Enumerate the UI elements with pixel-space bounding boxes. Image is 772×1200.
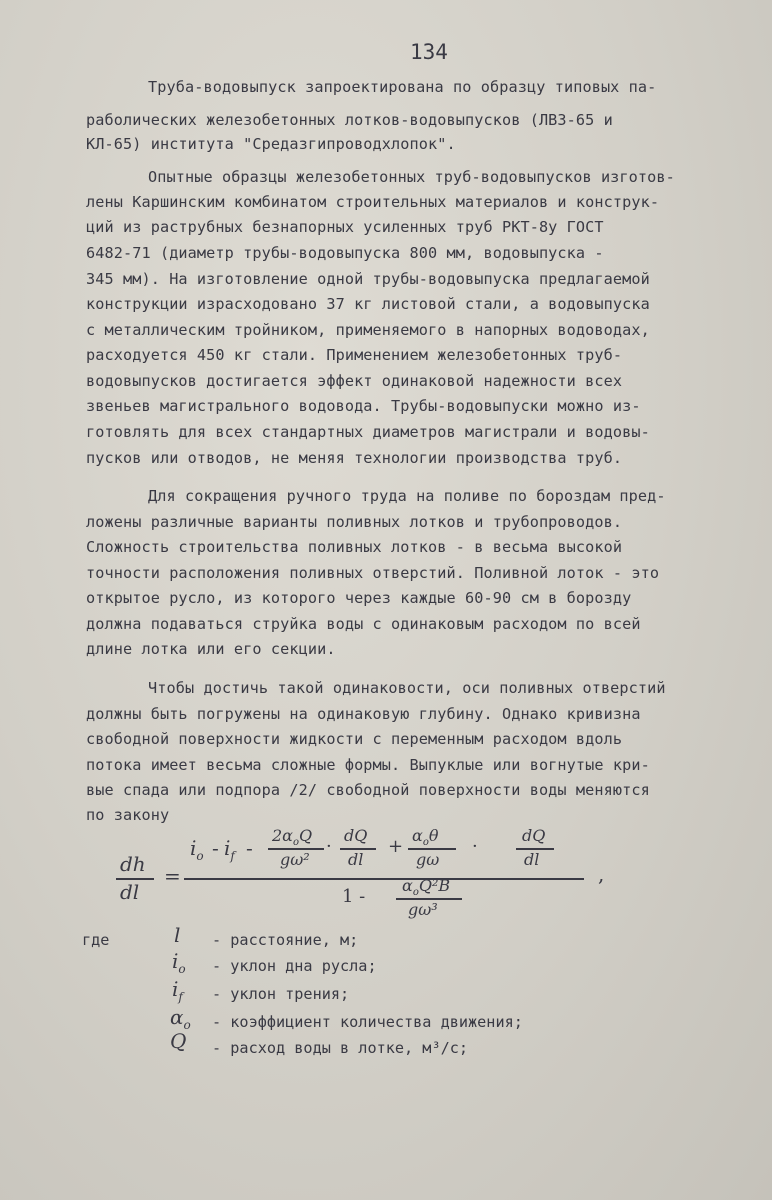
page-number: 134 (410, 40, 448, 64)
denominator-numerator (402, 876, 450, 898)
term-i0-sub: o (196, 849, 204, 863)
frac1-alpha: 2α (272, 826, 293, 845)
text-line: конструкции израсходовано 37 кг листовой стали, а водовыпуска (86, 295, 650, 313)
dot: · (472, 836, 478, 857)
text-line: ложены различные варианты поливных лотков и трубопроводов. (86, 513, 623, 531)
comma: , (598, 862, 605, 886)
variable-symbol-base: α (170, 1005, 184, 1029)
text-line: ций из раструбных безнапорных усиленных труб РКТ-8у ГОСТ (86, 218, 604, 236)
variable-symbol-sub: o (183, 1018, 191, 1032)
variable-symbol (172, 949, 186, 976)
equation (112, 826, 632, 930)
frac3-numerator (412, 826, 438, 848)
frac3-theta: θ (428, 826, 439, 845)
text-line: звеньев магистрального водовода. Трубы-водовыпуски можно из- (86, 397, 641, 415)
text-line: по закону (86, 806, 170, 824)
den-alpha: α (402, 876, 413, 895)
den-q2b: Q²B (418, 876, 451, 895)
text-line: водовыпусков достигается эффект одинаковой надежности всех (86, 372, 623, 390)
text-line: раболических железобетонных лотков-водовыпусков (ЛВЗ-65 и (86, 111, 613, 129)
text-line: расходуется 450 кг стали. Применением железобетонных труб- (86, 346, 623, 364)
text-line: готовлять для всех стандартных диаметров магистрали и водовы- (86, 423, 650, 441)
text-line: 345 мм). На изготовление одной трубы-водовыпуска предлагаемой (86, 270, 650, 288)
where-label: где (82, 931, 110, 949)
text-line: должна подаваться струйка воды с одинаковым расходом по всей (86, 615, 641, 633)
minus-sign: - (246, 836, 253, 860)
variable-description: - коэффициент количества движения; (212, 1013, 523, 1031)
frac3-alpha-sub: o (422, 837, 429, 849)
term-if-sub: f (230, 849, 235, 863)
text-line: открытое русло, из которого через каждые 60-90 см в борозду (86, 589, 632, 607)
text-line: вые спада или подпора /2/ свободной поверхности воды меняются (86, 781, 650, 799)
variable-description: - расстояние, м; (212, 931, 359, 949)
minus-sign: - (212, 836, 219, 860)
text-line: Чтобы достичь такой одинаковости, оси поливных отверстий (148, 679, 666, 697)
den-alpha-sub: o (412, 887, 419, 899)
text-line: Для сокращения ручного труда на поливе по бороздам пред- (148, 487, 666, 505)
variable-symbol: Q (170, 1029, 187, 1053)
variable-description: - уклон трения; (212, 985, 350, 1003)
term-i0 (190, 836, 204, 863)
frac4-denominator: dl (524, 850, 540, 869)
denominator-denominator: gω³ (408, 900, 438, 919)
text-line: 6482-71 (диаметр трубы-водовыпуска 800 мм, водовыпуска - (86, 244, 604, 262)
text-line: Сложность строительства поливных лотков - в весьма высокой (86, 538, 623, 556)
text-line: пусков или отводов, не меняя технологии производства труб. (86, 449, 623, 467)
text-line: лены Каршинским комбинатом строительных материалов и конструк- (86, 193, 660, 211)
frac2-numerator: dQ (344, 826, 368, 845)
frac2-denominator: dl (348, 850, 364, 869)
variable-description: - расход воды в лотке, м³/с; (212, 1039, 469, 1057)
text-line: КЛ-65) института "Средазгипроводхлопок". (86, 135, 456, 153)
term-i0-symbol: i (190, 836, 197, 860)
text-line: с металлическим тройником, применяемого в напорных водоводах, (86, 321, 650, 339)
lhs-numerator: dh (120, 852, 146, 876)
variable-symbol-sub: f (178, 990, 183, 1004)
variable-symbol-sub: o (178, 962, 186, 976)
variable-symbol: l (174, 923, 181, 947)
equals-sign: = (164, 864, 181, 888)
term-if-symbol: i (224, 836, 231, 860)
frac1-q: Q (299, 826, 313, 845)
variable-symbol (172, 977, 183, 1004)
frac4-numerator: dQ (522, 826, 546, 845)
frac1-alpha-sub: o (292, 837, 300, 849)
text-line: точности расположения поливных отверстий. Поливной лоток - это (86, 564, 660, 582)
variable-symbol (170, 1005, 191, 1032)
text-line: длине лотка или его секции. (86, 640, 336, 658)
variable-symbol-base: i (172, 977, 179, 1001)
denominator-one: 1 - (342, 886, 366, 907)
frac3-denominator: gω (416, 850, 440, 869)
plus-sign: + (388, 836, 404, 857)
text-line: потока имеет весьма сложные формы. Выпуклые или вогнутые кри- (86, 756, 650, 774)
variable-symbol-base: i (172, 949, 179, 973)
text-line: свободной поверхности жидкости с переменным расходом вдоль (86, 730, 623, 748)
frac1-numerator (272, 826, 312, 848)
main-fraction-bar (184, 878, 584, 880)
variable-description: - уклон дна русла; (212, 957, 377, 975)
text-line: должны быть погружены на одинаковую глубину. Однако кривизна (86, 705, 641, 723)
frac1-denominator: gω² (280, 850, 310, 869)
lhs-denominator: dl (120, 880, 140, 904)
text-line: Опытные образцы железобетонных труб-водовыпусков изготов- (148, 168, 675, 186)
dot: · (326, 836, 332, 857)
term-if (224, 836, 235, 863)
text-line: Труба-водовыпуск запроектирована по образцу типовых па- (148, 78, 657, 96)
frac3-alpha: α (412, 826, 423, 845)
